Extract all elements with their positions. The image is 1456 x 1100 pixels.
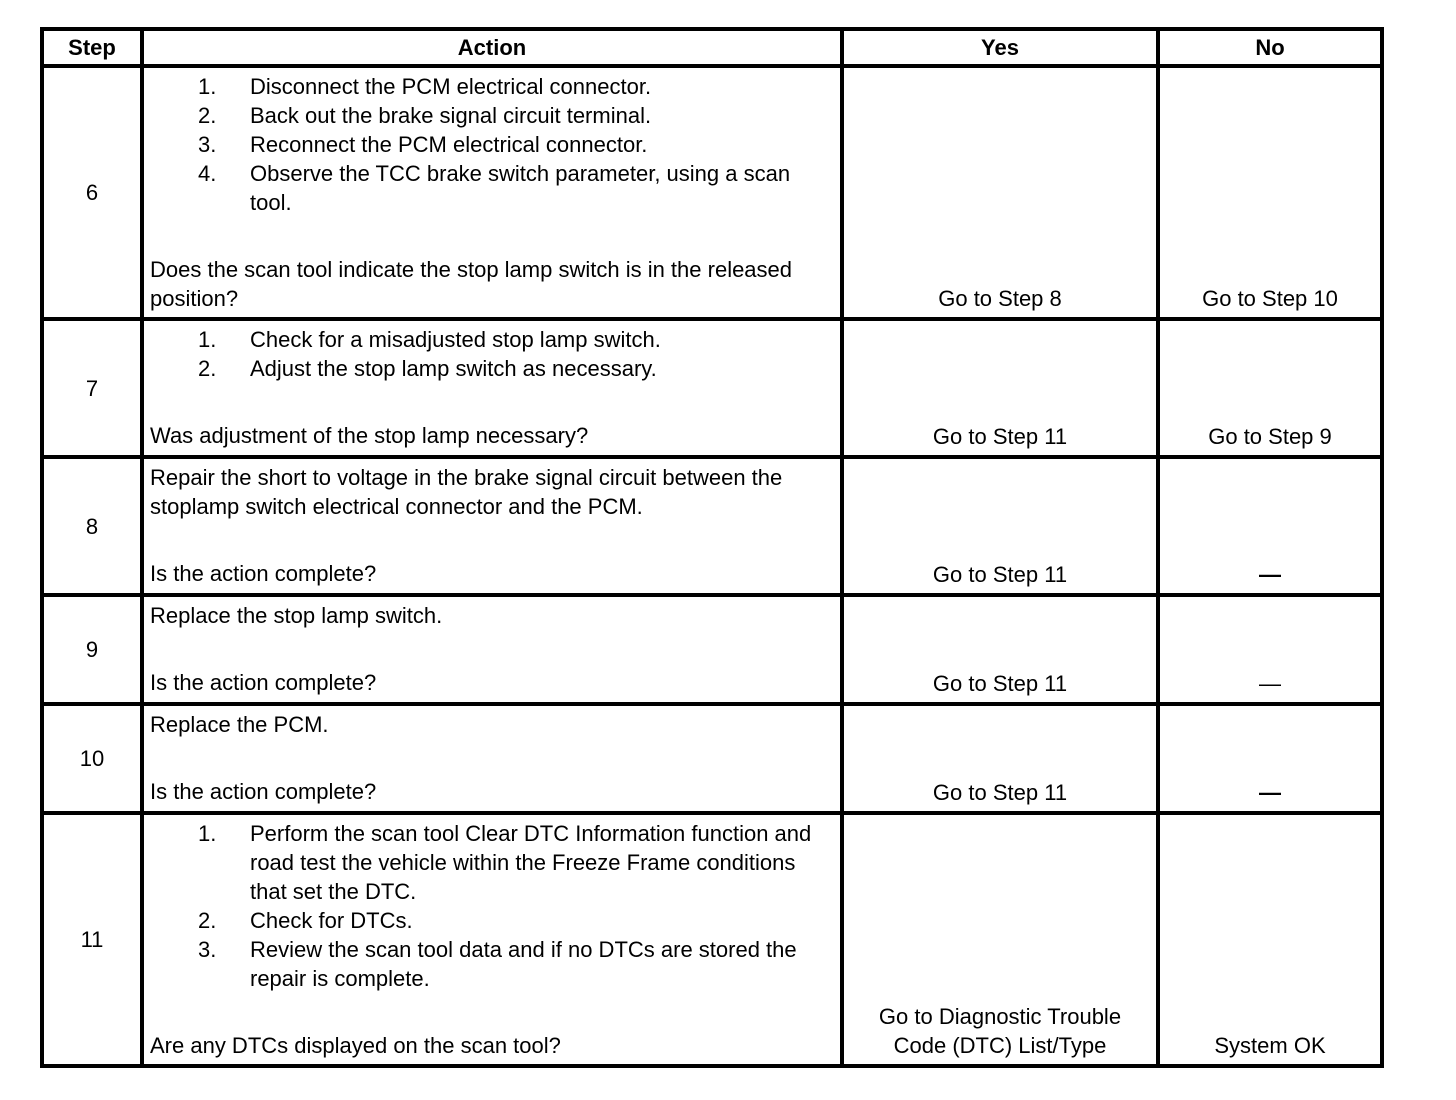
step-number: 9 xyxy=(42,595,142,704)
list-item xyxy=(150,325,834,354)
table-row xyxy=(42,457,1382,595)
table-row xyxy=(42,595,1382,704)
item-text: Reconnect the PCM electrical connector. xyxy=(250,132,648,157)
question-text: Is the action complete? xyxy=(150,561,377,586)
list-item xyxy=(150,354,834,383)
action-cell xyxy=(142,595,842,704)
item-text: Back out the brake signal circuit terminal. xyxy=(250,103,652,128)
step-number: 11 xyxy=(42,813,142,1066)
no-cell: — xyxy=(1158,704,1382,813)
table-row xyxy=(42,704,1382,813)
list-item xyxy=(150,159,834,217)
yes-cell: Go to Step 11 xyxy=(842,704,1158,813)
step-number: 10 xyxy=(42,704,142,813)
item-number: 1. xyxy=(198,327,217,352)
item-number: 3. xyxy=(198,132,217,157)
header-no: No xyxy=(1158,29,1382,66)
action-list xyxy=(150,72,834,217)
action-list xyxy=(150,325,834,383)
header-step: Step xyxy=(42,29,142,66)
no-cell: — xyxy=(1158,457,1382,595)
item-text: Check for DTCs. xyxy=(250,908,413,933)
yes-cell: Go to Step 11 xyxy=(842,595,1158,704)
list-item xyxy=(150,935,834,993)
yes-cell: Go to Diagnostic Trouble Code (DTC) List/Type xyxy=(842,813,1158,1066)
header-action: Action xyxy=(142,29,842,66)
item-number: 1. xyxy=(198,74,217,99)
question-text: Does the scan tool indicate the stop lamp switch is in the released position? xyxy=(150,257,793,311)
item-text: Adjust the stop lamp switch as necessary. xyxy=(250,356,657,381)
action-cell xyxy=(142,319,842,457)
item-number: 2. xyxy=(198,908,217,933)
item-text: Check for a misadjusted stop lamp switch. xyxy=(250,327,661,352)
list-item xyxy=(150,819,834,906)
item-number: 2. xyxy=(198,356,217,381)
yes-cell: Go to Step 11 xyxy=(842,457,1158,595)
list-item xyxy=(150,72,834,101)
no-cell: Go to Step 9 xyxy=(1158,319,1382,457)
header-yes: Yes xyxy=(842,29,1158,66)
action-cell xyxy=(142,66,842,319)
no-cell: Go to Step 10 xyxy=(1158,66,1382,319)
step-number: 6 xyxy=(42,66,142,319)
yes-cell: Go to Step 11 xyxy=(842,319,1158,457)
diagnostic-table xyxy=(40,27,1384,1068)
list-item xyxy=(150,101,834,130)
action-cell xyxy=(142,457,842,595)
no-cell: System OK xyxy=(1158,813,1382,1066)
list-item xyxy=(150,130,834,159)
action-text: Repair the short to voltage in the brake signal circuit between the stoplamp switch electrical connector and the PCM. xyxy=(150,465,783,519)
action-text: Replace the PCM. xyxy=(150,712,329,737)
item-number: 4. xyxy=(198,161,217,186)
table-row xyxy=(42,66,1382,319)
yes-cell: Go to Step 8 xyxy=(842,66,1158,319)
list-item xyxy=(150,906,834,935)
action-cell xyxy=(142,813,842,1066)
question-text: Is the action complete? xyxy=(150,670,377,695)
step-number: 7 xyxy=(42,319,142,457)
question-text: Are any DTCs displayed on the scan tool? xyxy=(150,1033,561,1058)
action-cell xyxy=(142,704,842,813)
header-row xyxy=(42,29,1382,66)
table-row xyxy=(42,813,1382,1066)
action-text: Replace the stop lamp switch. xyxy=(150,603,443,628)
item-text: Disconnect the PCM electrical connector. xyxy=(250,74,652,99)
item-text: Observe the TCC brake switch parameter, using a scan tool. xyxy=(250,161,791,215)
item-number: 1. xyxy=(198,821,217,846)
question-text: Was adjustment of the stop lamp necessary? xyxy=(150,423,589,448)
item-text: Perform the scan tool Clear DTC Information function and road test the vehicle within the Freeze Frame conditions that set the DTC. xyxy=(250,821,812,904)
item-number: 3. xyxy=(198,937,217,962)
no-cell: — xyxy=(1158,595,1382,704)
item-number: 2. xyxy=(198,103,217,128)
item-text: Review the scan tool data and if no DTCs are stored the repair is complete. xyxy=(250,937,797,991)
action-list xyxy=(150,819,834,993)
step-number: 8 xyxy=(42,457,142,595)
question-text: Is the action complete? xyxy=(150,779,377,804)
table-row xyxy=(42,319,1382,457)
